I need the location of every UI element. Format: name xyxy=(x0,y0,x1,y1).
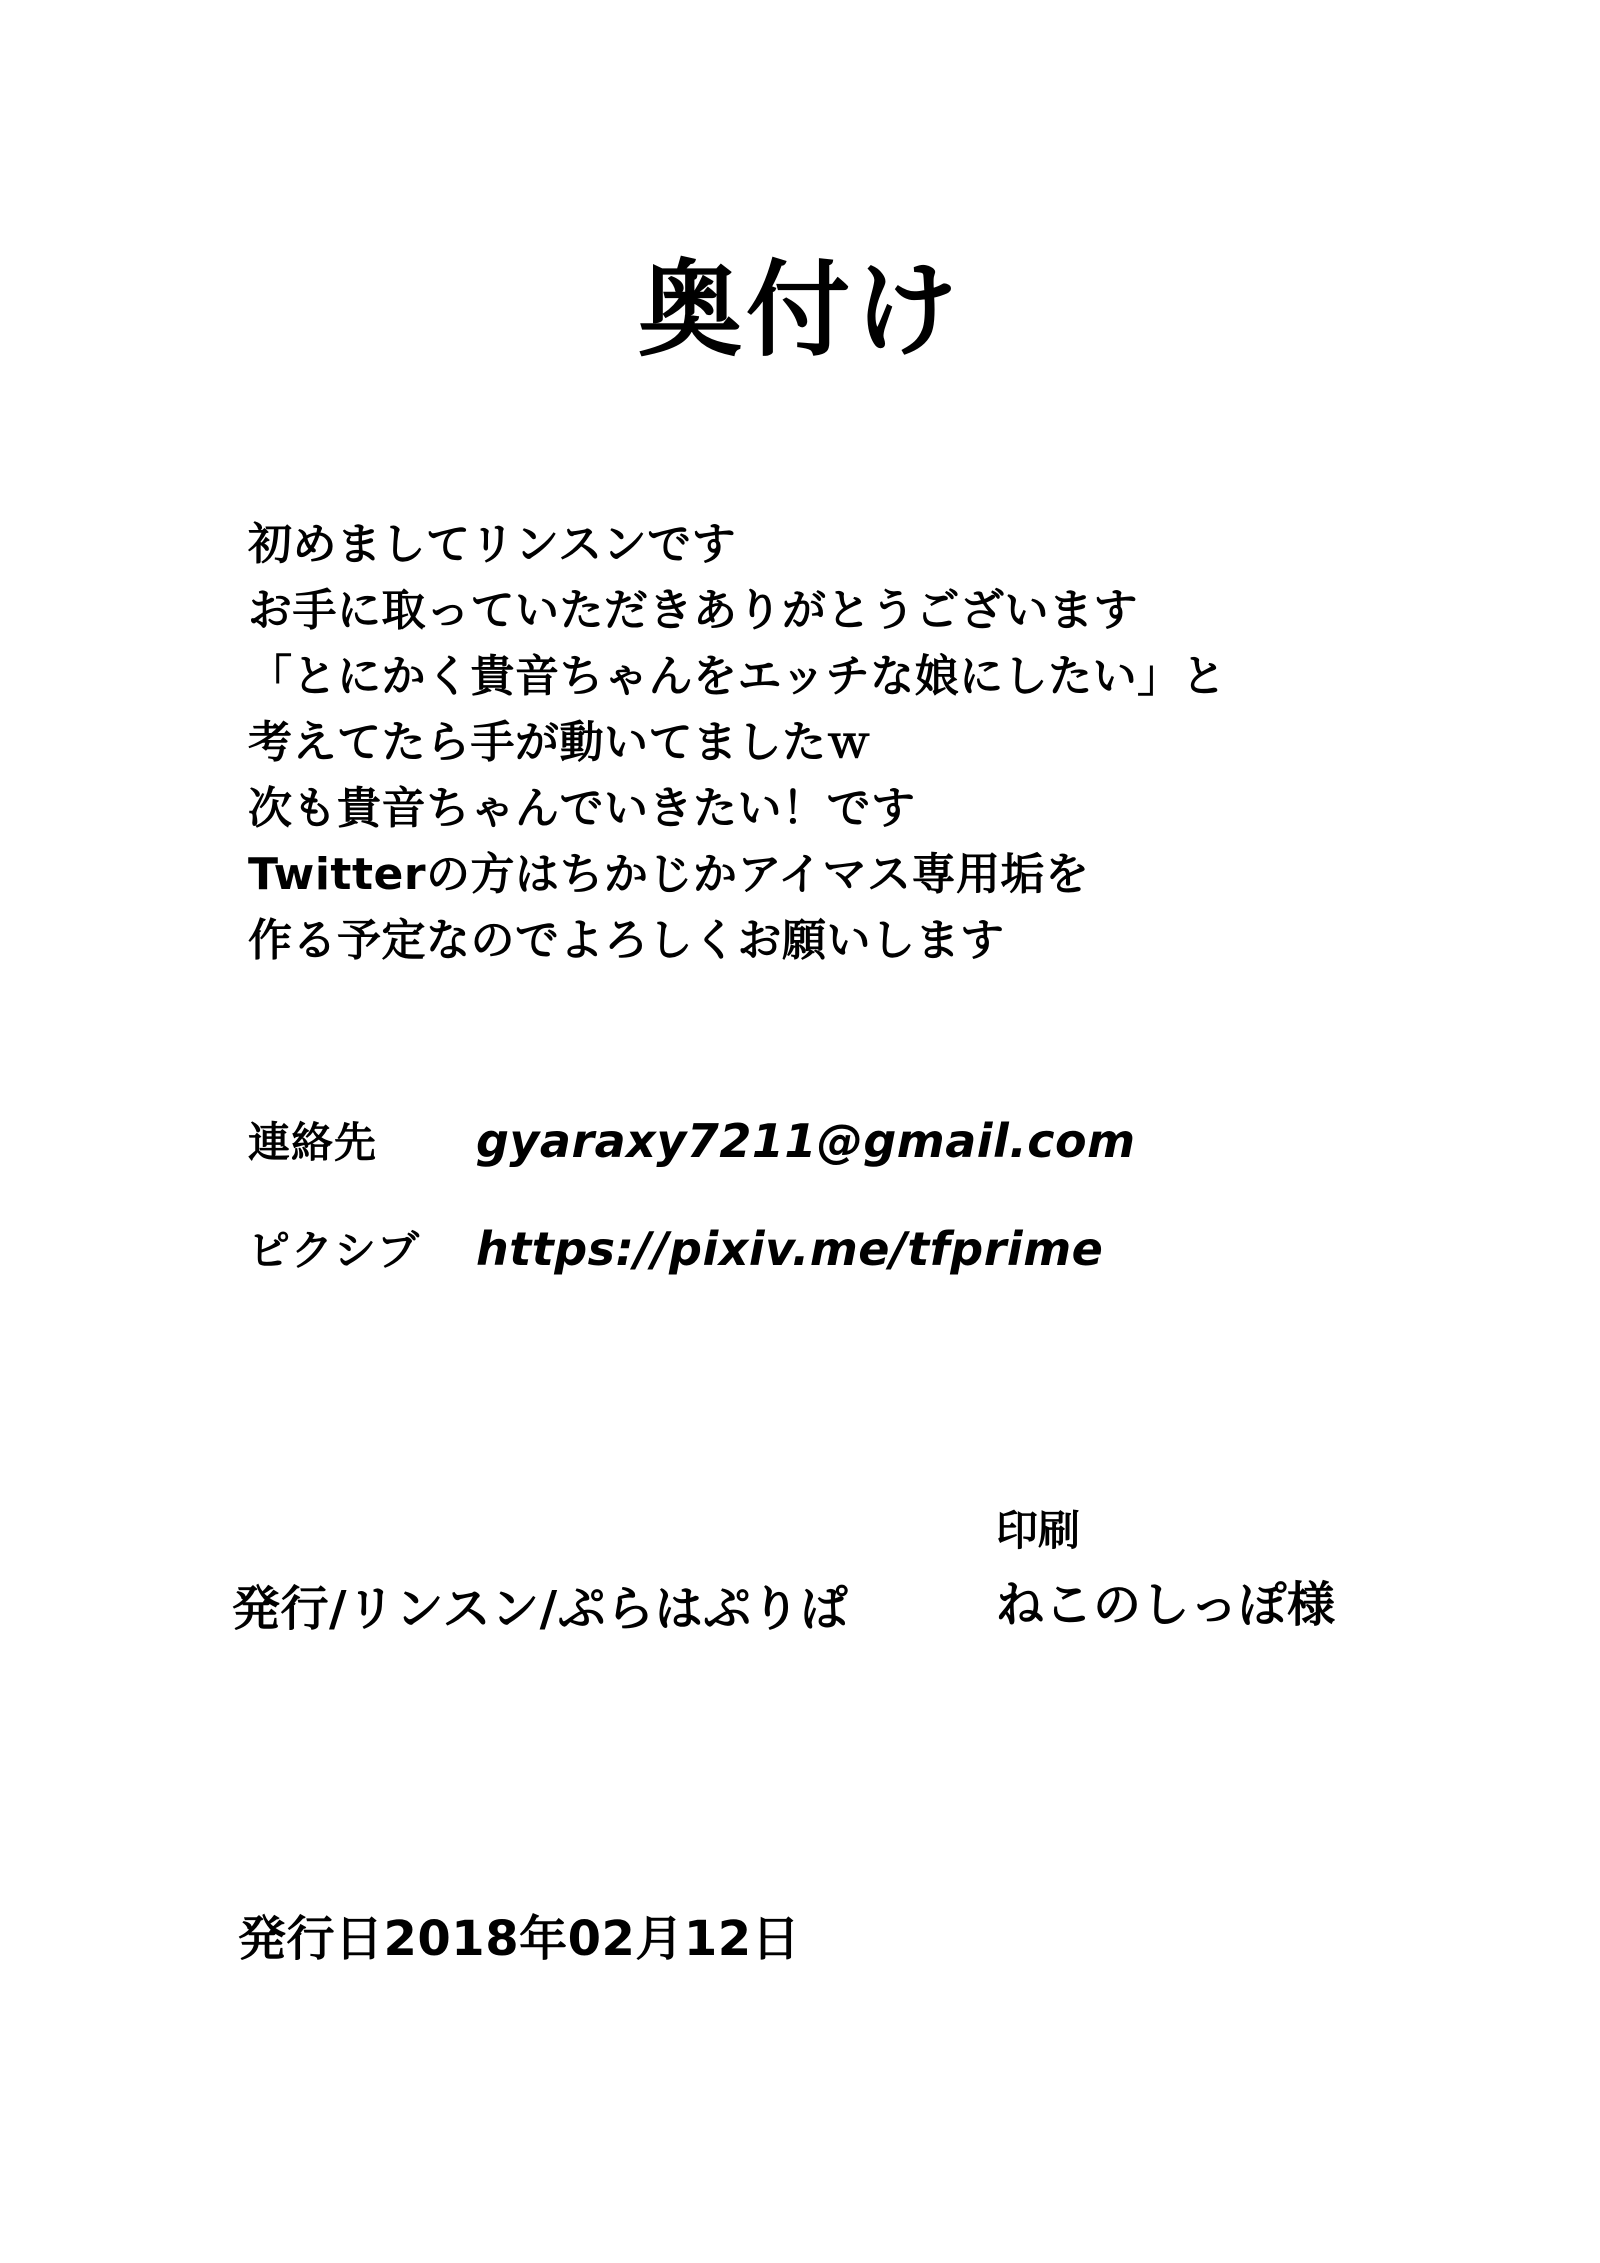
contact-email-value[interactable]: gyaraxy7211@gmail.com xyxy=(476,1114,1136,1168)
intro-text-block xyxy=(248,512,1398,974)
contact-block xyxy=(248,1110,1398,1326)
print-label: 印刷 xyxy=(996,1506,1081,1555)
printer-name: ねこのしっぽ様 xyxy=(996,1577,1336,1633)
contact-pixiv-label: ピクシブ xyxy=(248,1226,421,1275)
intro-line: 考えてたら手が動いてましたｗ xyxy=(248,717,871,768)
intro-line: 作る予定なのでよろしくお願いします xyxy=(248,915,1005,966)
intro-line: 次も貴音ちゃんでいきたい！です xyxy=(248,783,916,834)
publisher-line: 発行/リンスン/ぷらはぷりぱ xyxy=(232,1581,849,1637)
contact-row-email xyxy=(248,1110,1398,1170)
contact-row-pixiv xyxy=(248,1218,1398,1278)
contact-email-label: 連絡先 xyxy=(248,1118,378,1167)
contact-pixiv-value[interactable]: https://pixiv.me/tfprime xyxy=(476,1222,1104,1276)
intro-line: 初めましてリンスンです xyxy=(248,519,737,570)
intro-line: お手に取っていただきありがとうございます xyxy=(248,585,1138,636)
intro-line: 「とにかく貴音ちゃんをエッチな娘にしたい」と xyxy=(248,651,1227,702)
publication-date: 発行日2018年02月12日 xyxy=(238,1911,801,1967)
intro-line: Twitterの方はちかじかアイマス専用垢を xyxy=(248,849,1090,900)
page-title: 奥付け xyxy=(637,249,962,371)
